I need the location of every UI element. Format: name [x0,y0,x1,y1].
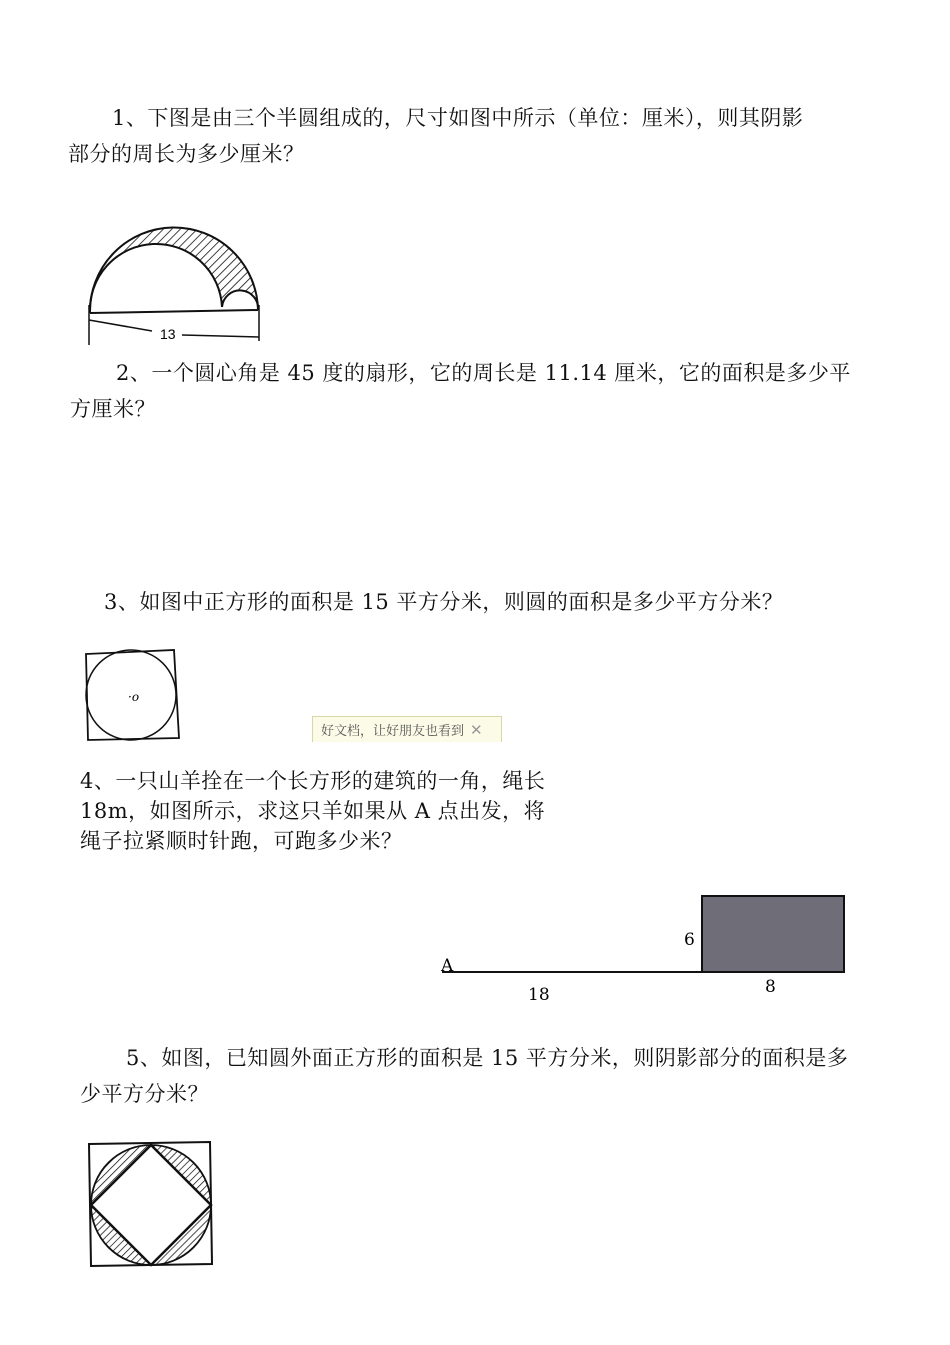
question-3-line-1: 3、如图中正方形的面积是 15 平方分米，则圆的面积是多少平方分米？ [104,590,784,614]
question-1 [68,100,898,172]
close-icon[interactable]: ✕ [470,720,483,739]
question-2 [70,355,900,427]
question-1-line-1: 1、下图是由三个半圆组成的，尺寸如图中所示（单位：厘米），则其阴影 [112,106,804,130]
figure-square-circle-square [84,1138,219,1273]
figure-goat-building [430,885,860,1010]
shaded-region [90,227,258,313]
figure-three-semicircles [82,225,267,350]
diameter-line [90,310,258,313]
building-height-label: 6 [684,930,695,950]
share-toast[interactable] [312,716,502,742]
share-toast-text: 好文档，让好朋友也看到 [321,724,465,739]
question-4 [80,766,600,856]
question-3 [104,584,904,620]
question-1-line-2: 部分的周长为多少厘米？ [68,142,305,166]
question-5-line-2: 少平方分米？ [80,1082,209,1106]
rope-length-label: 18 [528,985,550,1005]
figure-square-with-inscribed-circle [80,646,185,744]
question-2-line-1: 2、一个圆心角是 45 度的扇形，它的周长是 11.14 厘米，它的面积是多少平 [116,361,851,385]
question-4-line-1: 4、一只山羊拴在一个长方形的建筑的一角，绳长 [80,769,546,793]
question-5-line-1: 5、如图，已知圆外面正方形的面积是 15 平方分米，则阴影部分的面积是多 [126,1046,849,1070]
point-a-label: A [441,956,454,976]
question-2-line-2: 方厘米？ [70,397,156,421]
dim-line-right [182,335,259,337]
dimension-label-13: 13 [160,326,176,342]
building-width-label: 8 [765,977,776,997]
question-4-line-2: 18m，如图所示，求这只羊如果从 A 点出发，将 [80,799,546,823]
center-point-label: ·o [128,690,140,704]
question-5 [80,1040,900,1112]
building-rectangle [702,896,844,972]
dim-line-left [89,320,152,331]
question-4-line-3: 绳子拉紧顺时针跑，可跑多少米？ [80,829,403,853]
